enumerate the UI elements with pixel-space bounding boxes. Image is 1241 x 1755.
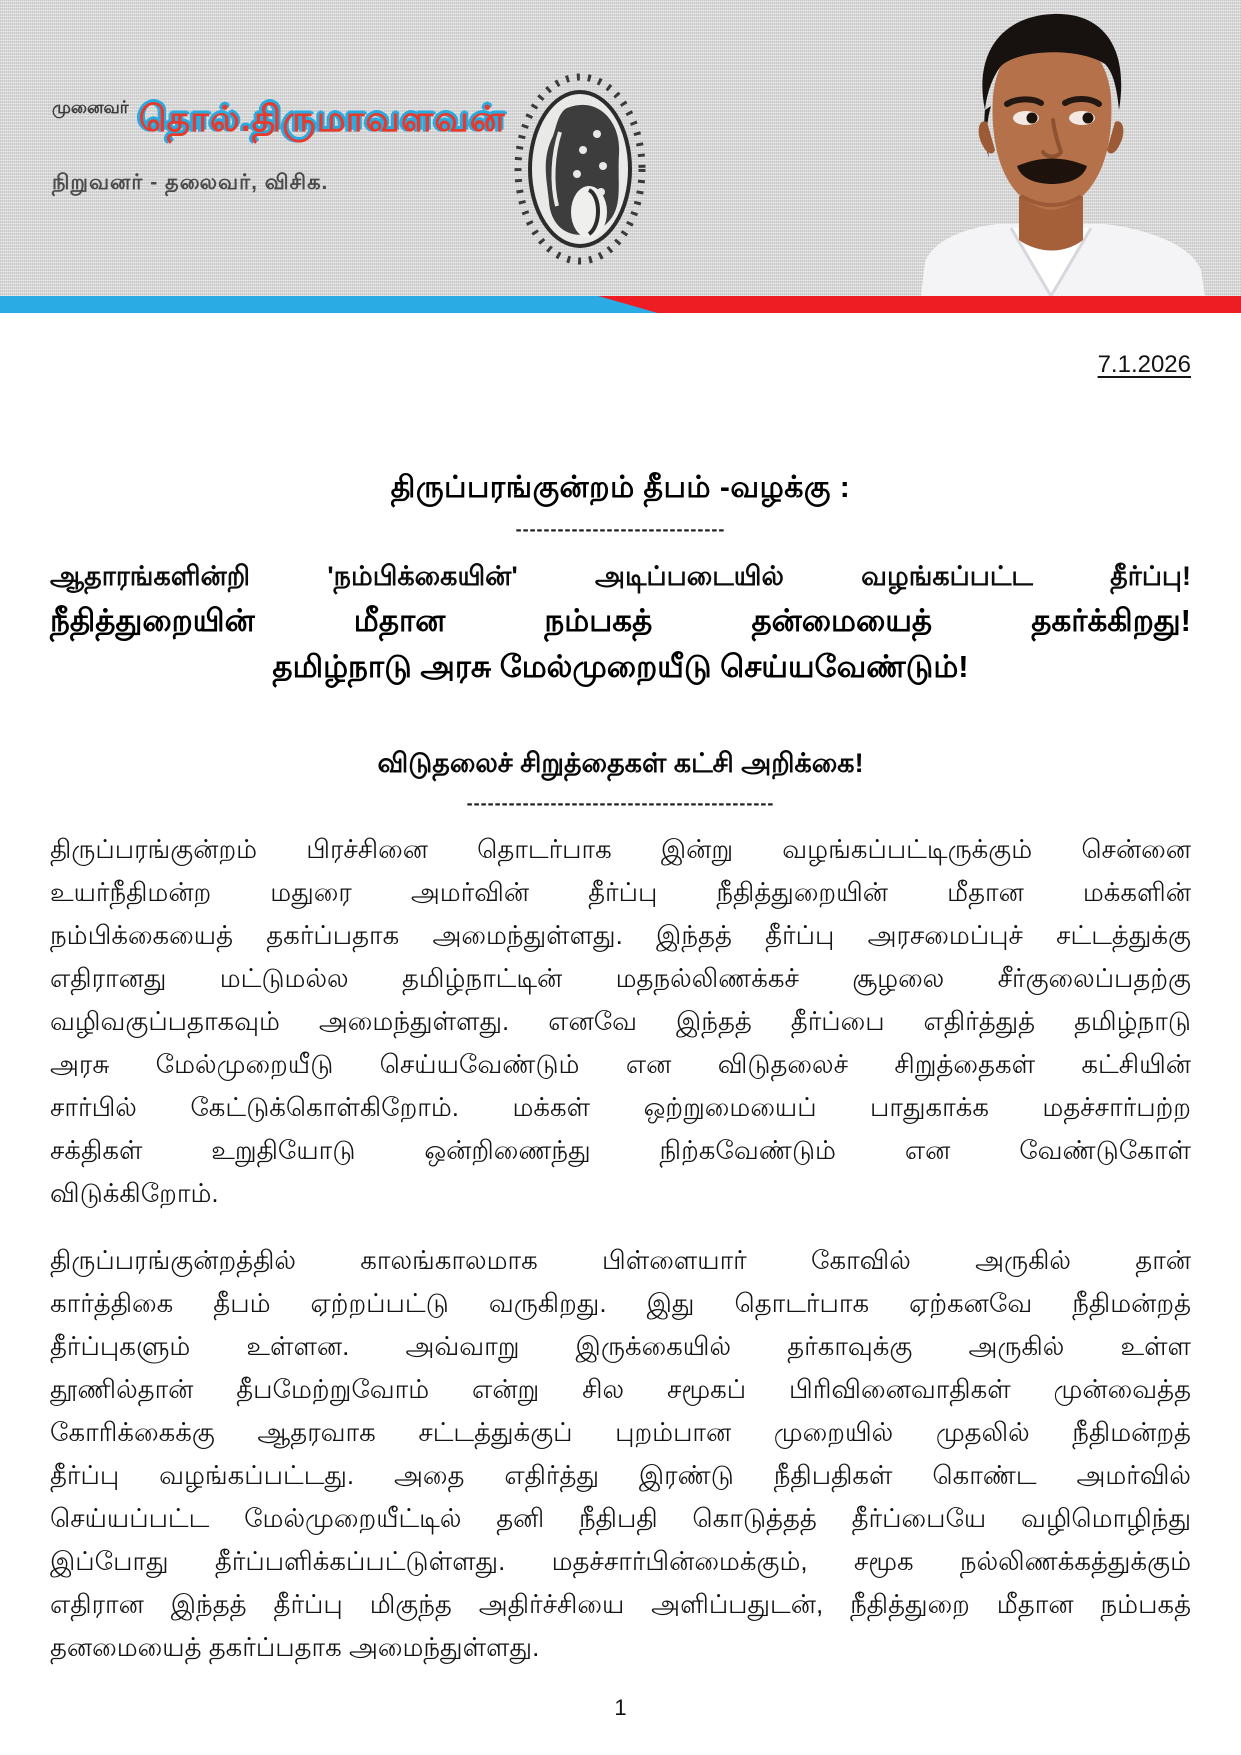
paragraph-line: எதிரான இந்தத் தீர்ப்பு மிகுந்த அதிர்ச்சியை அளிப்பதுடன், நீதித்துறை மீதான நம்பகத் [50, 1589, 1191, 1619]
headline-line-1: ஆதாரங்களின்றி 'நம்பிக்கையின்' அடிப்படையில் வழங்கப்பட்ட தீர்ப்பு! [50, 561, 1191, 591]
paragraph-line: தூணில்தான் தீபமேற்றுவோம் என்று சில சமூகப் பிரிவினைவாதிகள் முன்வைத்த [50, 1374, 1191, 1404]
paragraph-line: உயர்நீதிமன்ற மதுரை அமர்வின் தீர்ப்பு நீதித்துறையின் மீதான மக்களின் [50, 877, 1191, 907]
paragraph-line: கோரிக்கைக்கு ஆதரவாக சட்டத்துக்குப் புறம்பான முறையில் முதலில் நீதிமன்றத் [50, 1417, 1191, 1447]
paragraph-line: கார்த்திகை தீபம் ஏற்றப்பட்டு வருகிறது. இது தொடர்பாக ஏற்கனவே நீதிமன்றத் [50, 1288, 1191, 1318]
document-title: திருப்பரங்குன்றம் தீபம் -வழக்கு : [390, 471, 851, 504]
paragraph-line: தீர்ப்பு வழங்கப்பட்டது. அதை எதிர்த்து இரண்டு நீதிபதிகள் கொண்ட அமர்வில் [50, 1460, 1192, 1490]
date-line [50, 351, 1191, 379]
founder-name: தொல்.திருமாவளவன் [138, 98, 506, 139]
statement-section-title: விடுதலைச் சிறுத்தைகள் கட்சி அறிக்கை! [377, 748, 864, 778]
paragraph-line: தீர்ப்புகளும் உள்ளன. அவ்வாறு இருக்கையில் தர்காவுக்கு அருகில் உள்ள [50, 1331, 1191, 1361]
headline-line-2: நீதித்துறையின் மீதான நம்பகத் தன்மையைத் தகர்க்கிறது! [50, 603, 1191, 638]
founder-role-label: நிறுவனர் - தலைவர், விசிக. [52, 171, 329, 194]
paragraph-2 [50, 1239, 1191, 1669]
paragraph-line: சக்திகள் உறுதியோடு ஒன்றிணைந்து நிற்கவேண்டும் என வேண்டுகோள் [50, 1135, 1191, 1165]
headline-line-3: தமிழ்நாடு அரசு மேல்முறையீடு செய்யவேண்டும்! [272, 649, 969, 684]
paragraph-line: இப்போது தீர்ப்பளிக்கப்பட்டுள்ளது. மதச்சார்பின்மைக்கும், சமூக நல்லிணக்கத்துக்கும் [50, 1546, 1191, 1576]
date-value: 7.1.2026 [1097, 351, 1191, 378]
letterhead-identity [52, 98, 506, 197]
page-number: 1 [614, 1695, 627, 1720]
paragraph-line: விடுக்கிறோம். [50, 1178, 219, 1208]
paragraph-line: எதிரானது மட்டுமல்ல தமிழ்நாட்டின் மதநல்லிணக்கச் சூழலை சீர்குலைப்பதற்கு [50, 963, 1191, 993]
paragraph-line: திருப்பரங்குன்றத்தில் காலங்காலமாக பிள்ளையார் கோவில் அருகில் தான் [50, 1245, 1191, 1275]
letterhead-banner [0, 0, 1241, 296]
vck-leopard-emblem-icon [505, 62, 655, 277]
banner-stripe [0, 296, 1241, 313]
paragraph-line: நம்பிக்கையைத் தகர்ப்பதாக அமைந்துள்ளது. இந்தத் தீர்ப்பு அரசமைப்புச் சட்டத்துக்கு [50, 920, 1191, 950]
banner-stripe-blue-segment [0, 296, 1241, 313]
divider-dashes-2: -------------------------------------------- [466, 793, 775, 813]
paragraph-line: சார்பில் கேட்டுக்கொள்கிறோம். மக்கள் ஒற்றுமையைப் பாதுகாக்க மதச்சார்பற்ற [50, 1092, 1191, 1122]
paragraph-line: அரசு மேல்முறையீடு செய்யவேண்டும் என விடுதலைச் சிறுத்தைகள் கட்சியின் [50, 1049, 1191, 1079]
paragraph-line: வழிவகுப்பதாகவும் அமைந்துள்ளது. எனவே இந்தத் தீர்ப்பை எதிர்த்துத் தமிழ்நாடு [50, 1006, 1191, 1036]
headline-block [50, 554, 1191, 690]
divider-dashes-1: ------------------------------ [515, 519, 726, 539]
paragraph-line: செய்யப்பட்ட மேல்முறையீட்டில் தனி நீதிபதி கொடுத்தத் தீர்ப்பையே வழிமொழிந்து [50, 1503, 1191, 1533]
paragraph-line: திருப்பரங்குன்றம் பிரச்சினை தொடர்பாக இன்று வழங்கப்பட்டிருக்கும் சென்னை [50, 834, 1191, 864]
founder-name-row [52, 98, 506, 145]
founder-prefix-label: முனைவர் [52, 98, 129, 117]
thirumavalavan-portrait [861, 0, 1241, 296]
document-body [0, 351, 1241, 1721]
paragraph-line: தனமையைத் தகர்ப்பதாக அமைந்துள்ளது. [50, 1632, 540, 1662]
paragraph-1 [50, 828, 1191, 1215]
